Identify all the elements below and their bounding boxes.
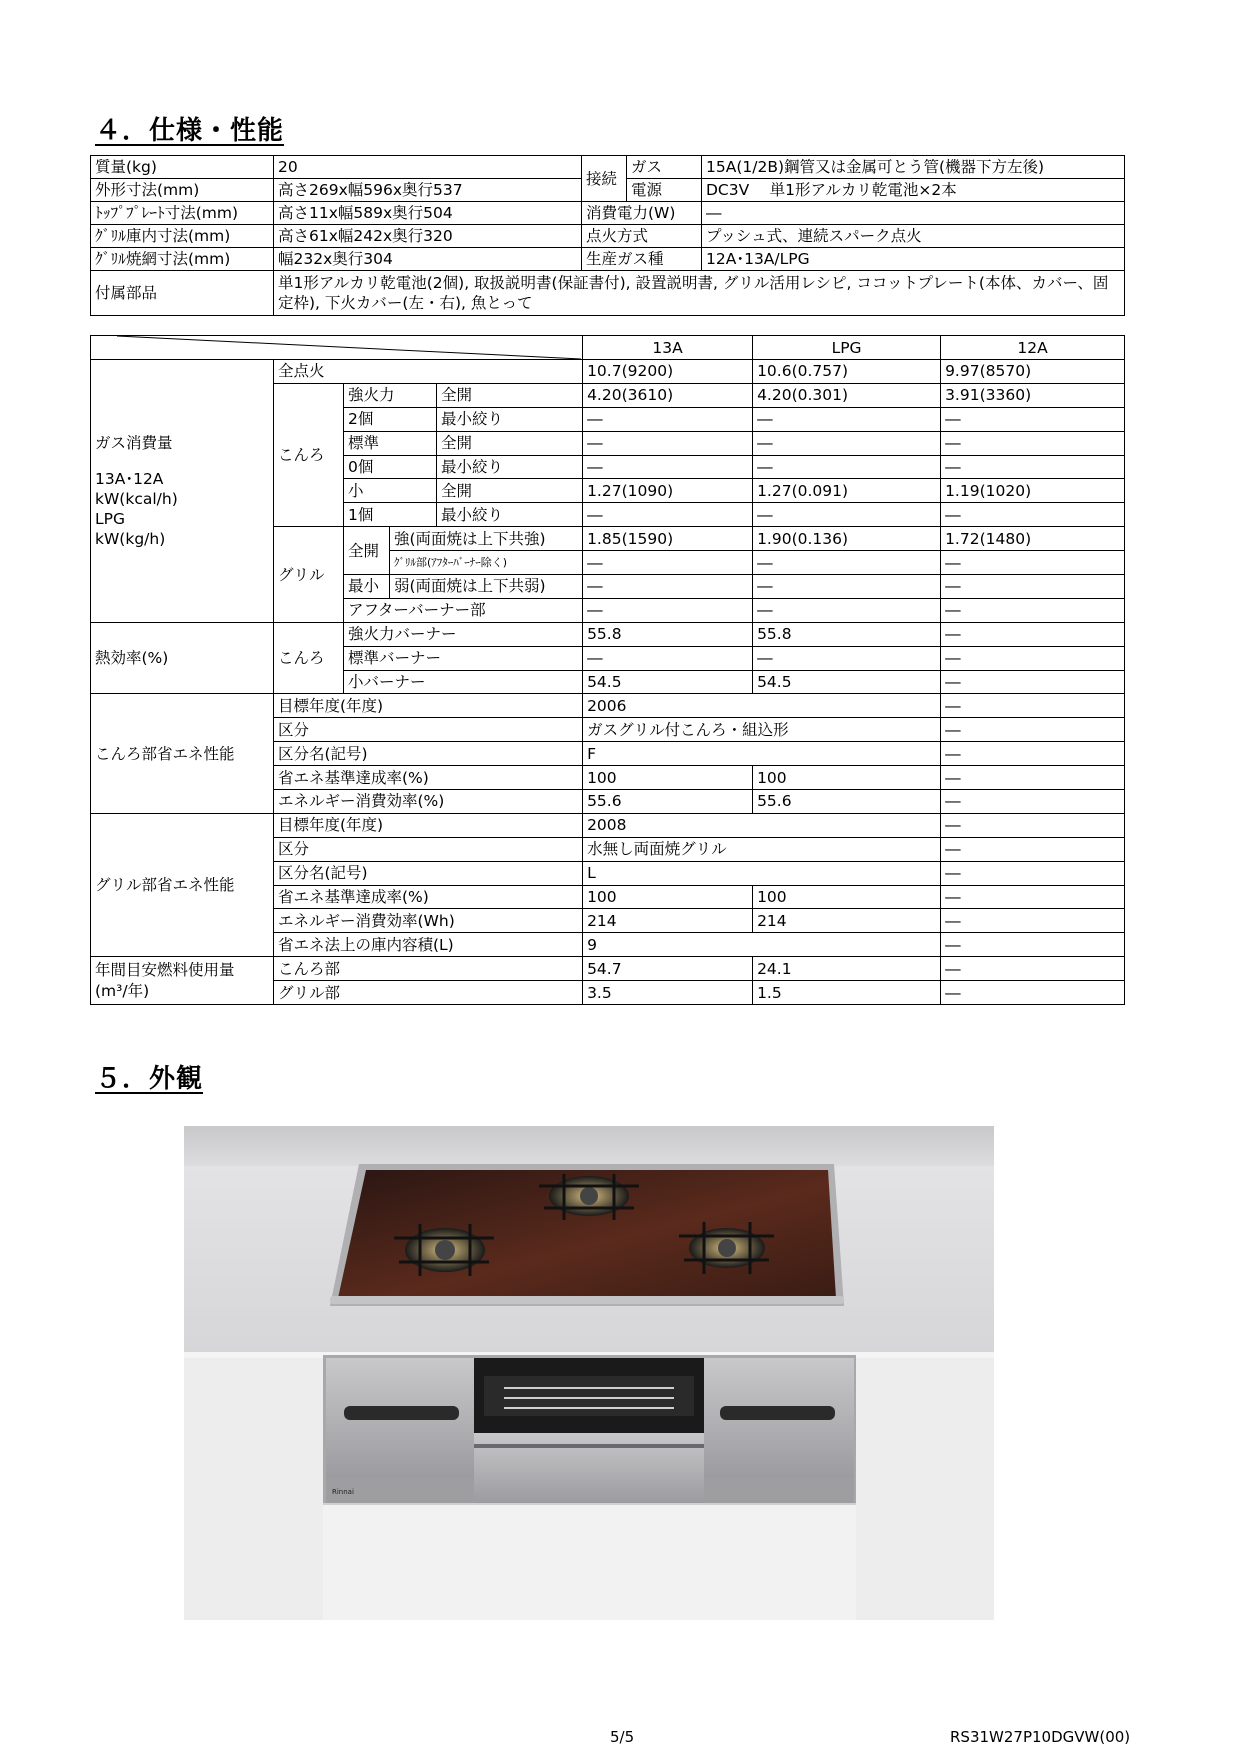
setting-label: 全開 — [437, 383, 583, 407]
value-cell: ガスグリル付こんろ・組込形 — [583, 718, 941, 742]
product-photo — [184, 1126, 994, 1620]
burner-label: 小バーナー — [344, 670, 583, 694]
row-label: 区分 — [274, 837, 583, 861]
row-label: グリル部 — [274, 981, 583, 1005]
value-cell: 1.27(0.091) — [753, 479, 941, 503]
annual-title: 年間目安燃料使用量 — [95, 960, 235, 979]
burner-label: 標準バーナー — [344, 646, 583, 670]
burner-label: 強火力バーナー — [344, 622, 583, 646]
row-label: 省エネ法上の庫内容積(L) — [274, 933, 583, 957]
value-cell: ― — [941, 957, 1125, 981]
thermal-label: 熱効率(%) — [91, 622, 274, 694]
value-cell: ― — [941, 909, 1125, 933]
value-cell: ― — [941, 766, 1125, 790]
spec-label: 質量(kg) — [91, 156, 274, 179]
col-lpg: LPG — [753, 336, 941, 360]
value-cell: ― — [753, 646, 941, 670]
value-cell: ― — [941, 575, 1125, 599]
burner-label: 標準 — [344, 431, 437, 455]
value-cell: ― — [583, 551, 753, 575]
brand-logo: Rinnai — [332, 1488, 354, 1496]
spec-label: 外形寸法(mm) — [91, 179, 274, 202]
value-cell: 水無し両面焼グリル — [583, 837, 941, 861]
unit-line: kW(kcal/h) — [95, 489, 178, 508]
power-label: 電源 — [627, 179, 702, 202]
value-cell: ― — [941, 455, 1125, 479]
value-cell: ― — [753, 455, 941, 479]
spec-value: 高さ11x幅589x奥行504 — [274, 202, 582, 225]
grill-energy-label: グリル部省エネ性能 — [91, 813, 274, 956]
value-cell: L — [583, 861, 941, 885]
value-cell: 1.27(1090) — [583, 479, 753, 503]
spec-label: 付属部品 — [91, 271, 274, 316]
value-cell: 1.85(1590) — [583, 527, 753, 551]
value-cell: ― — [941, 646, 1125, 670]
value-cell: 54.5 — [583, 670, 753, 694]
thermal-konro-label: こんろ — [274, 622, 344, 694]
value-cell: 9.97(8570) — [941, 360, 1125, 384]
value-cell: ― — [583, 598, 753, 622]
grill-full-label: 全開 — [344, 527, 390, 575]
konro-label: こんろ — [274, 383, 344, 526]
burner-label: 強火力 — [344, 383, 437, 407]
row-label: 省エネ基準達成率(%) — [274, 885, 583, 909]
spec-label: ﾄｯﾌﾟﾌﾟﾚｰﾄ寸法(mm) — [91, 202, 274, 225]
row-label: エネルギー消費効率(%) — [274, 790, 583, 814]
value-cell: 214 — [583, 909, 753, 933]
row-label: 区分名(記号) — [274, 742, 583, 766]
setting-label: 全開 — [437, 431, 583, 455]
value-cell: ― — [941, 933, 1125, 957]
value-cell: 214 — [753, 909, 941, 933]
value-cell: F — [583, 742, 941, 766]
power-value: DC3V 単1形アルカリ乾電池×2本 — [702, 179, 1125, 202]
corner-cell — [91, 336, 583, 360]
row-label: 区分 — [274, 718, 583, 742]
value-cell: 3.5 — [583, 981, 753, 1005]
value-cell: ― — [941, 790, 1125, 814]
page-number: 5/5 — [610, 1728, 635, 1746]
spec-value: 幅232x奥行304 — [274, 248, 582, 271]
value-cell: ― — [941, 670, 1125, 694]
konro-energy-label: こんろ部省エネ性能 — [91, 694, 274, 813]
spec-table — [90, 155, 1125, 316]
value-cell: ― — [941, 407, 1125, 431]
value-cell: 100 — [753, 885, 941, 909]
grill-label: グリル — [274, 527, 344, 623]
setting-label: 最小絞り — [437, 455, 583, 479]
value-cell: 100 — [583, 885, 753, 909]
value-cell: ― — [583, 407, 753, 431]
unit-line: LPG — [95, 509, 125, 528]
burner-label: 小 — [344, 479, 437, 503]
accessories-value: 単1形アルカリ乾電池(2個), 取扱説明書(保証書付), 設置説明書, グリル活用レシピ, ココットプレート(本体、カバー、固定枠), 下火カバー(左・右), 魚とって — [274, 271, 1125, 316]
row-label: エネルギー消費効率(Wh) — [274, 909, 583, 933]
value-cell: 100 — [753, 766, 941, 790]
row-label: 省エネ基準達成率(%) — [274, 766, 583, 790]
consumption-value: ― — [702, 202, 1125, 225]
value-cell: 1.19(1020) — [941, 479, 1125, 503]
unit-line: kW(kg/h) — [95, 529, 166, 548]
value-cell: 54.7 — [583, 957, 753, 981]
value-cell: ― — [753, 431, 941, 455]
value-cell: 55.6 — [583, 790, 753, 814]
setting-label: 最小絞り — [437, 407, 583, 431]
spec-value: 高さ269x幅596x奥行537 — [274, 179, 582, 202]
value-cell: ― — [941, 694, 1125, 718]
row-label: 目標年度(年度) — [274, 813, 583, 837]
value-cell: ― — [753, 598, 941, 622]
value-cell: 54.5 — [753, 670, 941, 694]
value-cell: 100 — [583, 766, 753, 790]
value-cell: ― — [753, 503, 941, 527]
value-cell: ― — [583, 575, 753, 599]
value-cell: 1.90(0.136) — [753, 527, 941, 551]
value-cell: ― — [941, 718, 1125, 742]
spec-heading: ４．仕様・性能 — [95, 116, 285, 146]
value-cell: ― — [941, 598, 1125, 622]
diagonal-line — [91, 336, 581, 359]
value-cell: 55.8 — [583, 622, 753, 646]
value-cell: 4.20(3610) — [583, 383, 753, 407]
gas-consumption-title: ガス消費量 — [95, 433, 173, 452]
value-cell: 55.8 — [753, 622, 941, 646]
value-cell: 2008 — [583, 813, 941, 837]
consumption-label: 消費電力(W) — [582, 202, 702, 225]
ignition-label: 点火方式 — [582, 225, 702, 248]
value-cell: ― — [941, 622, 1125, 646]
value-cell: ― — [583, 503, 753, 527]
value-cell: 2006 — [583, 694, 941, 718]
value-cell: ― — [583, 431, 753, 455]
gas-consumption-label — [91, 360, 274, 623]
setting-label: 全開 — [437, 479, 583, 503]
value-cell: 9 — [583, 933, 941, 957]
value-cell: ― — [753, 551, 941, 575]
row-label: 区分名(記号) — [274, 861, 583, 885]
spec-label: ｸﾞﾘﾙ焼網寸法(mm) — [91, 248, 274, 271]
row-label: 目標年度(年度) — [274, 694, 583, 718]
col-13a: 13A — [583, 336, 753, 360]
spec-label: ｸﾞﾘﾙ庫内寸法(mm) — [91, 225, 274, 248]
grill-setting: ｸﾞﾘﾙ部(ｱﾌﾀｰﾊﾞｰﾅｰ除く) — [390, 551, 583, 575]
grill-min-label: 最小 — [344, 575, 390, 599]
value-cell: ― — [941, 861, 1125, 885]
value-cell: ― — [941, 742, 1125, 766]
connection-label: 接続 — [582, 156, 627, 202]
value-cell: ― — [941, 431, 1125, 455]
annual-unit: (m³/年) — [95, 981, 150, 1000]
burner-count: 0個 — [344, 455, 437, 479]
value-cell: ― — [941, 503, 1125, 527]
value-cell: 4.20(0.301) — [753, 383, 941, 407]
value-cell: 10.6(0.757) — [753, 360, 941, 384]
value-cell: 24.1 — [753, 957, 941, 981]
performance-table — [90, 335, 1125, 1005]
grill-setting: 強(両面焼は上下共強) — [390, 527, 583, 551]
after-burner-label: アフターバーナー部 — [344, 598, 583, 622]
spec-value: 高さ61x幅242x奥行320 — [274, 225, 582, 248]
gas-type-value: 12A･13A/LPG — [702, 248, 1125, 271]
burner-count: 1個 — [344, 503, 437, 527]
value-cell: ― — [583, 455, 753, 479]
value-cell: ― — [941, 837, 1125, 861]
value-cell: ― — [753, 407, 941, 431]
spec-value: 20 — [274, 156, 582, 179]
row-label: こんろ部 — [274, 957, 583, 981]
value-cell: 55.6 — [753, 790, 941, 814]
annual-label — [91, 957, 274, 1005]
value-cell: ― — [941, 551, 1125, 575]
gas-value: 15A(1/2B)鋼管又は金属可とう管(機器下方左後) — [702, 156, 1125, 179]
gas-type-label: 生産ガス種 — [582, 248, 702, 271]
appearance-heading: ５．外観 — [95, 1064, 204, 1094]
all-ignition-label: 全点火 — [274, 360, 583, 384]
value-cell: 10.7(9200) — [583, 360, 753, 384]
value-cell: 3.91(3360) — [941, 383, 1125, 407]
value-cell: ― — [941, 813, 1125, 837]
value-cell: ― — [753, 575, 941, 599]
col-12a: 12A — [941, 336, 1125, 360]
ignition-value: プッシュ式、連続スパーク点火 — [702, 225, 1125, 248]
value-cell: 1.5 — [753, 981, 941, 1005]
setting-label: 最小絞り — [437, 503, 583, 527]
gas-label: ガス — [627, 156, 702, 179]
unit-line: 13A･12A — [95, 469, 164, 488]
value-cell: 1.72(1480) — [941, 527, 1125, 551]
value-cell: ― — [583, 646, 753, 670]
burner-count: 2個 — [344, 407, 437, 431]
value-cell: ― — [941, 981, 1125, 1005]
value-cell: ― — [941, 885, 1125, 909]
grill-setting: 弱(両面焼は上下共弱) — [390, 575, 583, 599]
document-code: RS31W27P10DGVW(00) — [950, 1728, 1131, 1746]
